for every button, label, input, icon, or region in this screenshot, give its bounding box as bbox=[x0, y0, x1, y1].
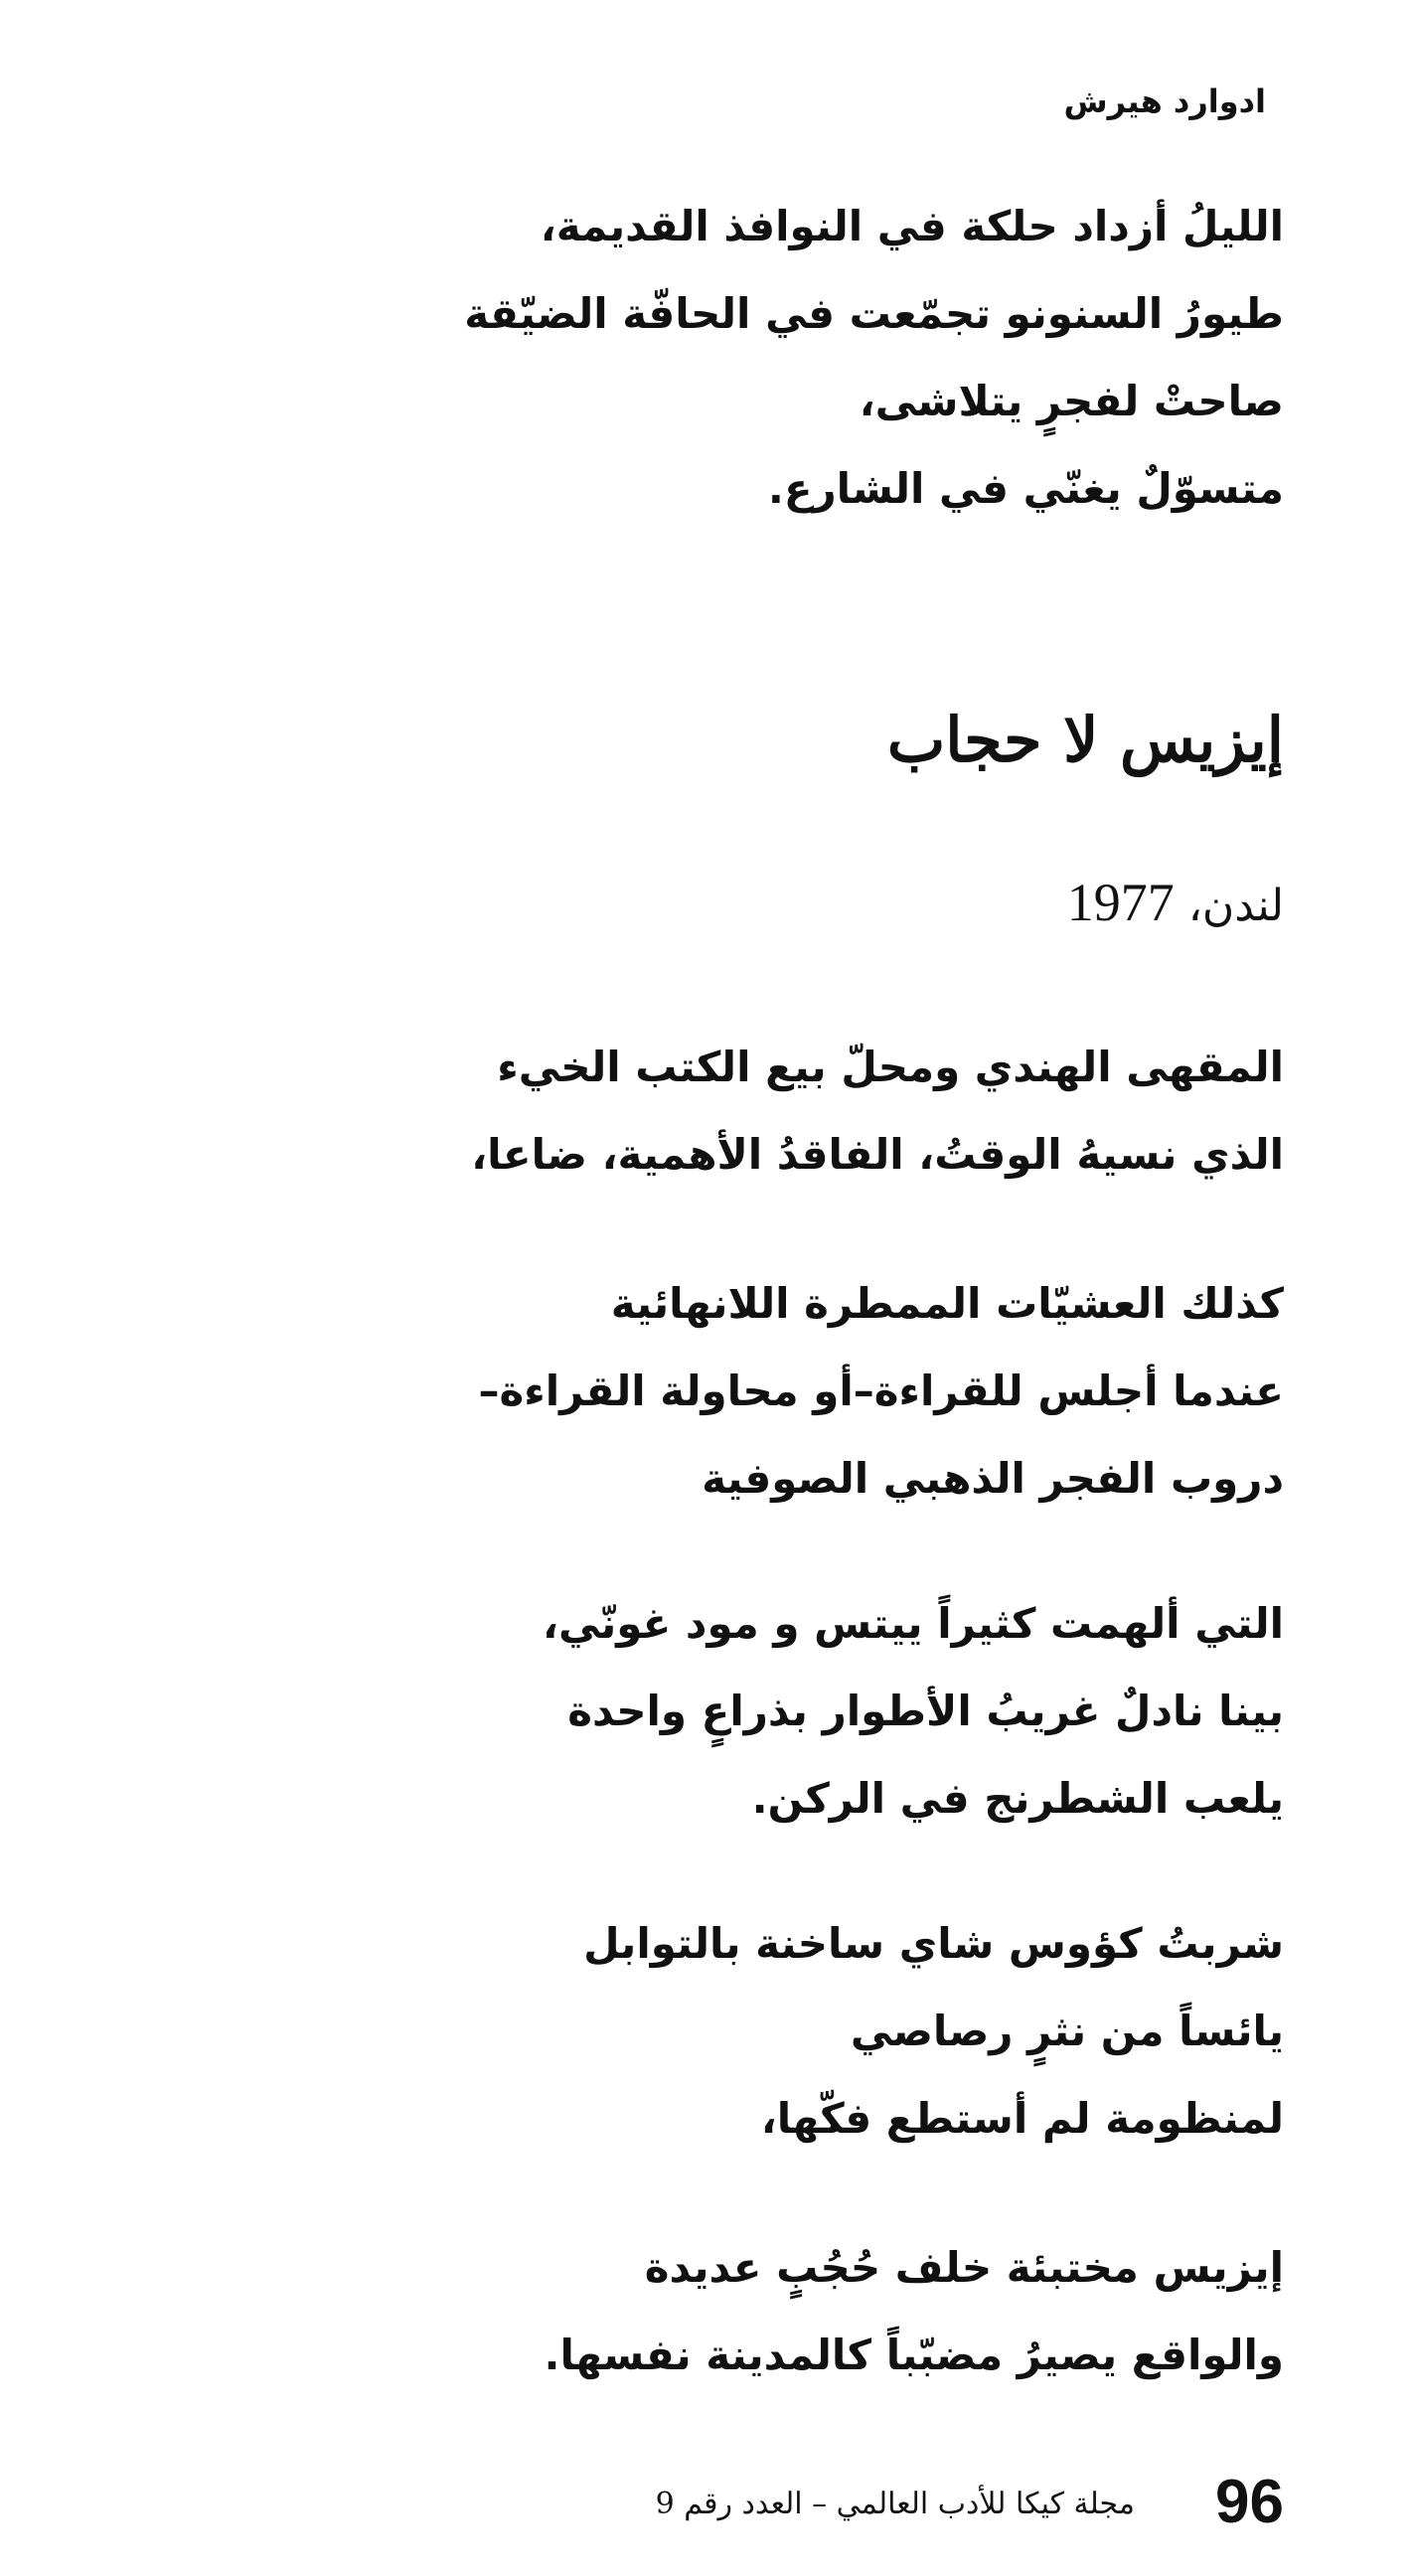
running-head-author: ادوارد هيرش bbox=[1063, 82, 1266, 120]
poem-line: التي ألهمت كثيراً ييتس و مود غونّي، bbox=[543, 1599, 1284, 1648]
poem-stanza-2 bbox=[290, 1260, 1284, 1523]
poem-year: 1977 bbox=[1066, 873, 1175, 932]
poem-line: عندما أجلس للقراءة–أو محاولة القراءة– bbox=[478, 1367, 1284, 1415]
poem-line: يائساً من نثرٍ رصاصي bbox=[850, 2007, 1284, 2055]
poem-line: صاحتْ لفجرٍ يتلاشى، bbox=[859, 377, 1284, 425]
opening-stanza bbox=[290, 183, 1284, 533]
poem-line: الذي نسيهُ الوقتُ، الفاقدُ الأهمية، ضاعا، bbox=[471, 1130, 1284, 1179]
poem-line: شربتُ كؤوس شاي ساخنة بالتوابل bbox=[583, 1919, 1284, 1968]
poem-place: لندن، bbox=[1187, 881, 1284, 931]
poem-line: بينا نادلٌ غريبُ الأطوار بذراعٍ واحدة bbox=[567, 1687, 1284, 1735]
poem-stanza-5 bbox=[290, 2224, 1284, 2399]
poem-stanza-1 bbox=[290, 1024, 1284, 1199]
poem-dateline bbox=[290, 863, 1284, 946]
poem-line: يلعب الشطرنج في الركن. bbox=[751, 1774, 1284, 1823]
poem-stanza-3 bbox=[290, 1580, 1284, 1843]
poem-line: لمنظومة لم أستطع فكّها، bbox=[760, 2094, 1284, 2143]
page-number: 96 bbox=[1215, 2468, 1284, 2536]
poem-line: إيزيس مختبئة خلف حُجُبٍ عديدة bbox=[644, 2243, 1284, 2292]
poem-line: والواقع يصيرُ مضبّباً كالمدينة نفسها. bbox=[544, 2331, 1284, 2379]
poem-title: إيزيس لا حجاب bbox=[886, 704, 1284, 776]
page-footer bbox=[529, 2463, 1284, 2542]
poem-line: الليلُ أزداد حلكة في النوافذ القديمة، bbox=[540, 202, 1284, 250]
poem-stanza-4 bbox=[290, 1900, 1284, 2163]
journal-issue-label: مجلة كيكا للأدب العالمي – العدد رقم 9 bbox=[655, 2487, 1135, 2521]
poem-line: طيورُ السنونو تجمّعت في الحافّة الضيّقة bbox=[464, 289, 1284, 338]
poem-line: متسوّلٌ يغنّي في الشارع. bbox=[767, 464, 1284, 513]
poem-line: المقهى الهندي ومحلّ بيع الكتب الخيء bbox=[497, 1043, 1284, 1091]
poem-line: كذلك العشيّات الممطرة اللانهائية bbox=[610, 1279, 1284, 1328]
poem-line: دروب الفجر الذهبي الصوفية bbox=[702, 1454, 1284, 1503]
